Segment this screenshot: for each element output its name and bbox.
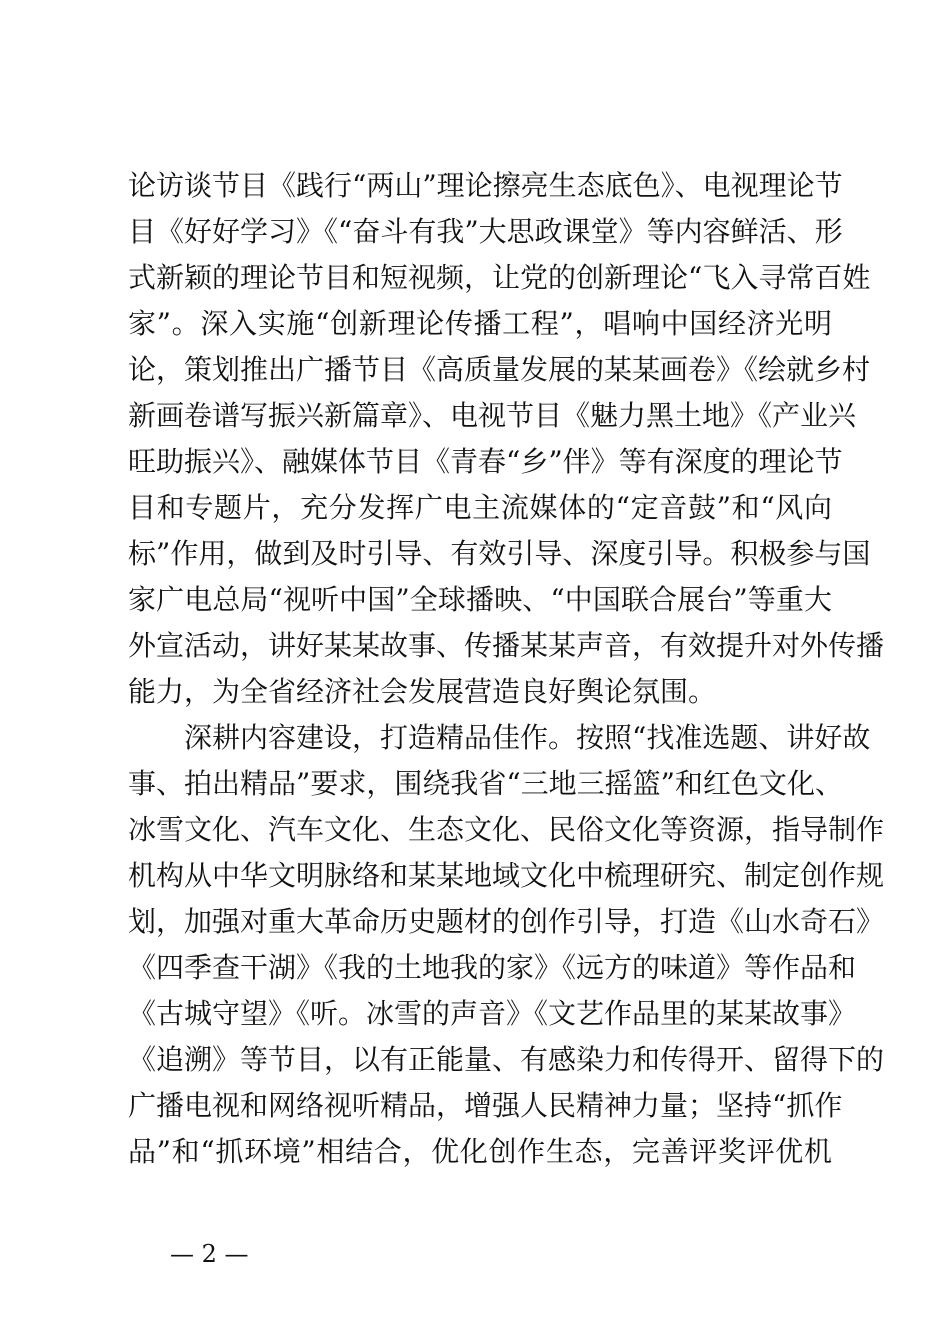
text-line: 新画卷谱写振兴新篇章》、电视节目《魅力黑土地》《产业兴 bbox=[128, 399, 857, 432]
text-line: 《四季查干湖》《我的土地我的家》《远方的味道》等作品和 bbox=[128, 951, 857, 984]
text-line: 能力，为全省经济社会发展营造良好舆论氛围。 bbox=[128, 675, 717, 708]
text-line: 划，加强对重大革命历史题材的创作引导，打造《山水奇石》 bbox=[128, 905, 885, 938]
text-line: 旺助振兴》、融媒体节目《青春“乡”伴》等有深度的理论节 bbox=[128, 445, 843, 478]
text-line: 家”。深入实施“创新理论传播工程”，唱响中国经济光明 bbox=[128, 307, 832, 340]
text-line: 《古城守望》《听。冰雪的声音》《文艺作品里的某某故事》 bbox=[128, 997, 857, 1030]
text-line: 式新颖的理论节目和短视频，让党的创新理论“飞入寻常百姓 bbox=[128, 261, 871, 294]
text-line: 品”和“抓环境”相结合，优化创作生态，完善评奖评优机 bbox=[128, 1135, 832, 1168]
page-number: — 2 — bbox=[170, 1240, 249, 1268]
text-line: 目《好好学习》《“奋斗有我”大思政课堂》等内容鲜活、形 bbox=[128, 215, 843, 248]
text-line: 论，策划推出广播节目《高质量发展的某某画卷》《绘就乡村 bbox=[128, 353, 871, 386]
text-line: 家广电总局“视听中国”全球播映、“中国联合展台”等重大 bbox=[128, 583, 832, 616]
text-line: 《追溯》等节目，以有正能量、有感染力和传得开、留得下的 bbox=[128, 1043, 885, 1076]
page-body bbox=[128, 163, 885, 1175]
paragraph-2 bbox=[128, 715, 885, 1175]
text-line: 深耕内容建设，打造精品佳作。按照“找准选题、讲好故 bbox=[128, 721, 871, 754]
paragraph-1 bbox=[128, 163, 885, 715]
text-line: 事、拍出精品”要求，围绕我省“三地三摇篮”和红色文化、 bbox=[128, 767, 843, 800]
text-line: 机构从中华文明脉络和某某地域文化中梳理研究、制定创作规 bbox=[128, 859, 885, 892]
text-line: 目和专题片，充分发挥广电主流媒体的“定音鼓”和“风向 bbox=[128, 491, 832, 524]
text-line: 广播电视和网络视听精品，增强人民精神力量；坚持“抓作 bbox=[128, 1089, 843, 1122]
text-line: 论访谈节目《践行“两山”理论擦亮生态底色》、电视理论节 bbox=[128, 169, 843, 202]
text-line: 外宣活动，讲好某某故事、传播某某声音，有效提升对外传播 bbox=[128, 629, 885, 662]
text-line: 标”作用，做到及时引导、有效引导、深度引导。积极参与国 bbox=[128, 537, 871, 570]
text-line: 冰雪文化、汽车文化、生态文化、民俗文化等资源，指导制作 bbox=[128, 813, 885, 846]
